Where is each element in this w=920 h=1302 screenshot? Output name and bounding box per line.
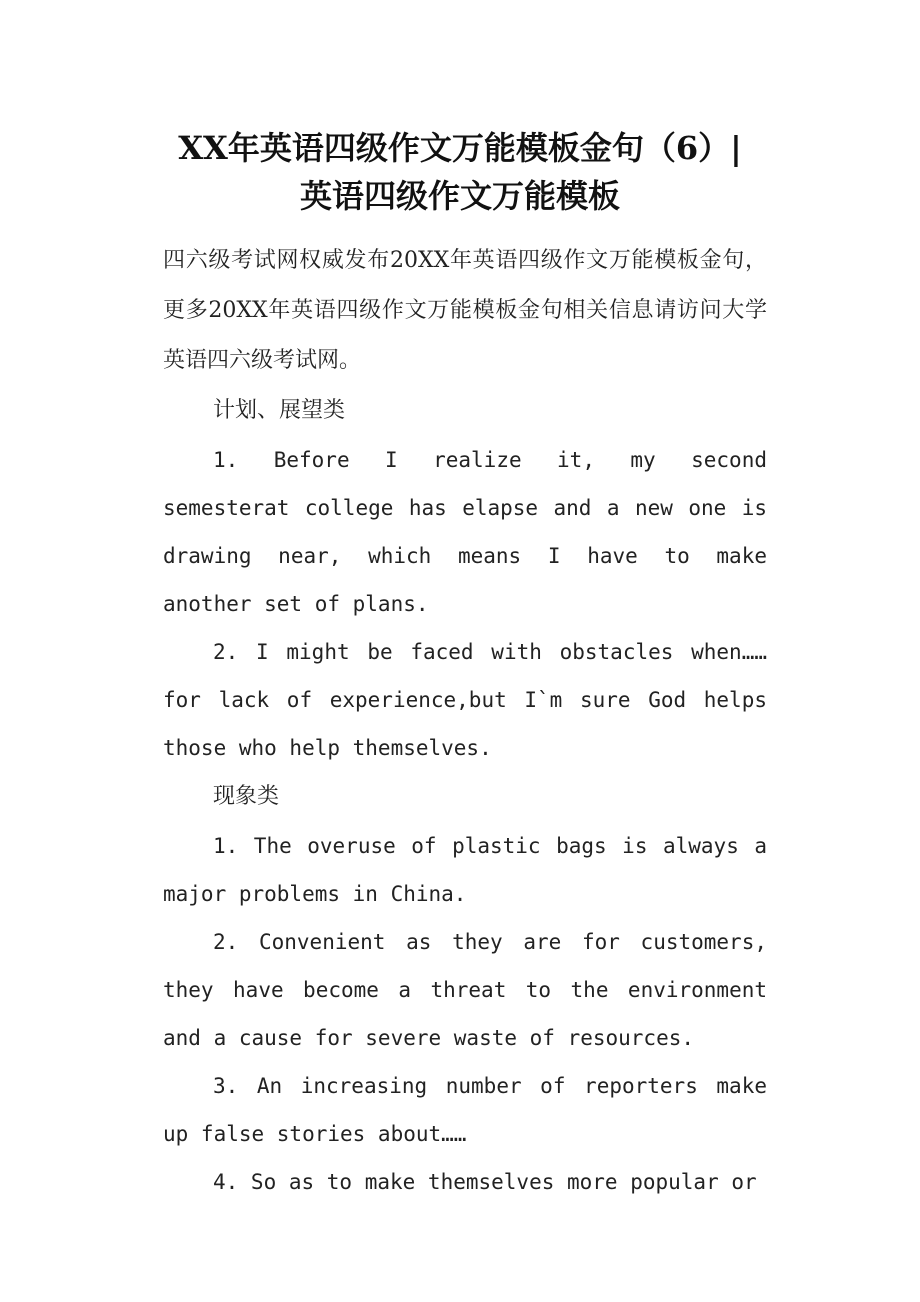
document-title [130,124,790,220]
document-body [163,236,767,1206]
intro-paragraph: 四六级考试网权威发布20XX年英语四级作文万能模板金句，更多20XX年英语四级作文万能模板金句相关信息请访问大学英语四六级考试网。 [163,248,767,373]
phenomena-item-1: 1. The overuse of plastic bags is always a major problems in China. [163,834,767,906]
phenomena-item-4: 4. So as to make themselves more popular or [213,1170,757,1194]
phenomena-item-2: 2. Convenient as they are for customers, they have become a threat to the environment and a cause for severe waste of resources. [163,930,767,1050]
section-heading-phenomena: 现象类 [213,784,280,809]
plans-item-1: 1. Before I realize it, my second semesterat college has elapse and a new one is drawing near, which means I have to make another set of plans. [163,448,767,616]
section-heading-plans: 计划、展望类 [213,398,346,423]
title-line-2: 英语四级作文万能模板 [299,177,620,215]
plans-item-2: 2. I might be faced with obstacles when……for lack of experience,but I`m sure God helps those who help themselves. [163,640,767,760]
title-line-1: XX年英语四级作文万能模板金句（6）| [178,129,742,167]
phenomena-item-3: 3. An increasing number of reporters make up false stories about…… [163,1074,767,1146]
